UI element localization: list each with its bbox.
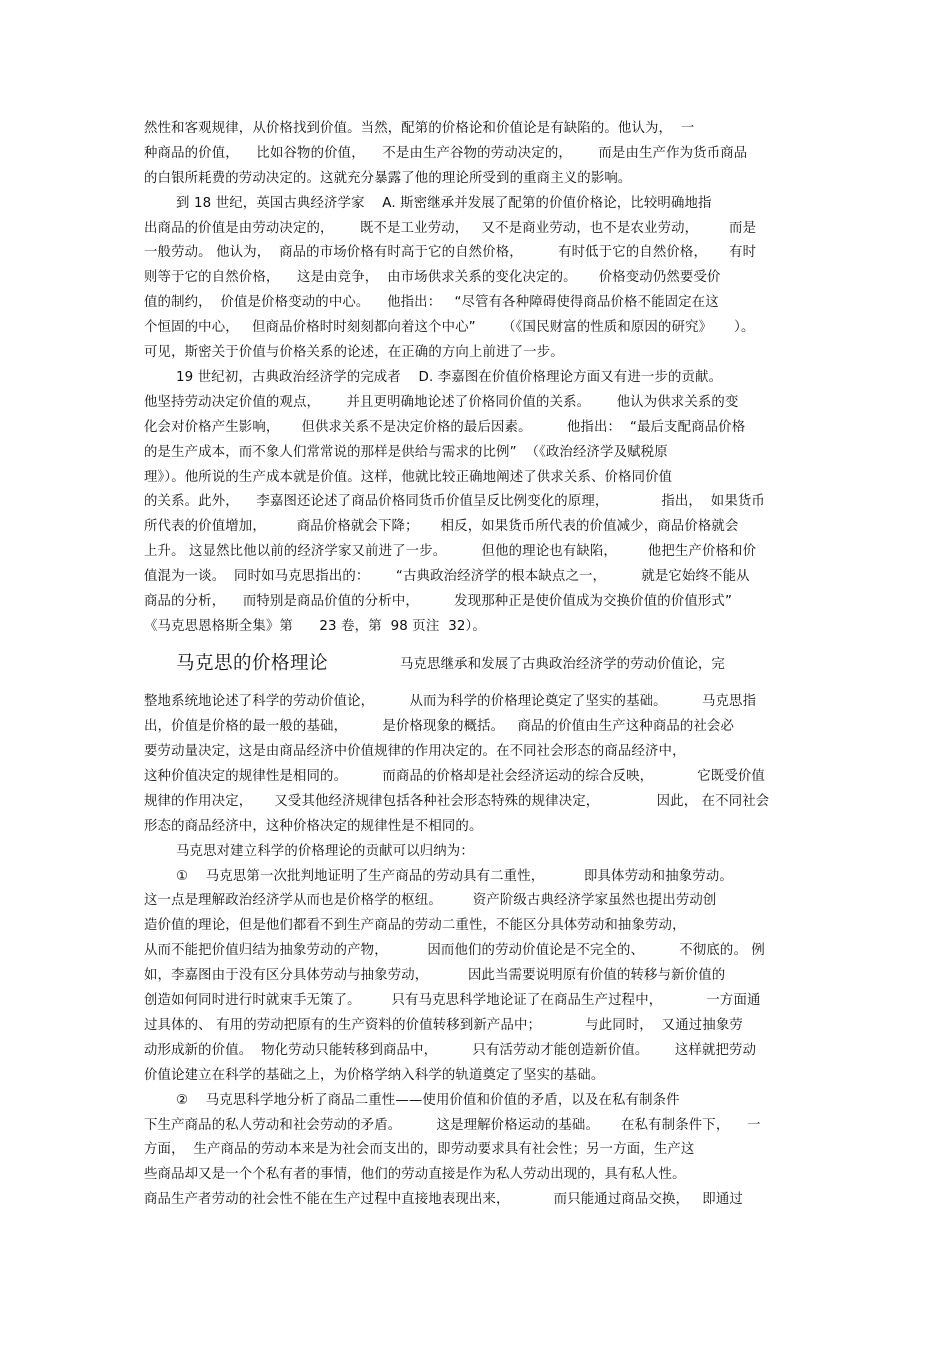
paragraph-line: 所代表的价值增加， 商品价格就会下降； 相反，如果货币所代表的价值减少，商品价格就会 — [144, 519, 739, 534]
list-item: ② 马克思科学地分析了商品二重性——使用价值和价值的矛盾，以及在私有制条件 — [176, 1093, 680, 1108]
paragraph-line: 的白银所耗费的劳动决定的。这就充分暴露了他的理论所受到的重商主义的影响。 — [144, 171, 632, 186]
paragraph-line: 则等于它的自然价格， 这是由竞争， 由市场供求关系的变化决定的。 价格变动仍然要受价 — [144, 270, 721, 285]
paragraph-line: 马克思继承和发展了古典政治经济学的劳动价值论，完 — [400, 657, 725, 672]
paragraph-line: 一般劳动。 他认为， 商品的市场价格有时高于它的自然价格， 有时低于它的自然价格， 有时 — [144, 245, 757, 260]
paragraph-line: 《马克思恩格斯全集》第 23 卷，第 98 页注 32）。 — [144, 619, 486, 634]
paragraph-line: 上升。 这显然比他以前的经济学家又前进了一步。 但他的理论也有缺陷， 他把生产价格和价 — [144, 544, 757, 559]
paragraph-line: 价值论建立在科学的基础之上，为价格学纳入科学的轨道奠定了坚实的基础。 — [144, 1068, 605, 1083]
paragraph-line: 出，价值是价格的最一般的基础， 是价格现象的概括。 商品的价值由生产这种商品的社会必 — [144, 719, 735, 734]
paragraph-line: 些商品却又是一个个私有者的事情，他们的劳动直接是作为私人劳动出现的，具有私人性。 — [144, 1167, 686, 1182]
paragraph-line: 形态的商品经济中，这种价格决定的规律性是不相同的。 — [144, 819, 483, 834]
paragraph-line: 如，李嘉图由于没有区分具体劳动与抽象劳动， 因此当需要说明原有价值的转移与新价值的 — [144, 968, 726, 983]
paragraph-line: 商品的分析， 而特别是商品价值的分析中， 发现那种正是使价值成为交换价值的价值形式” — [144, 594, 733, 609]
paragraph-line: 理》）。他所说的生产成本就是价值。这样，他就比较正确地阐述了供求关系、价格同价值 — [144, 470, 673, 485]
paragraph-line: 这种价值决定的规律性是相同的。 而商品的价格却是社会经济运动的综合反映， 它既受价值 — [144, 769, 765, 784]
paragraph-line: 造价值的理论，但是他们都看不到生产商品的劳动二重性，不能区分具体劳动和抽象劳动， — [144, 918, 686, 933]
paragraph-line: 要劳动量决定，这是由商品经济中价值规律的作用决定的。在不同社会形态的商品经济中， — [144, 744, 686, 759]
paragraph-line: 下生产商品的私人劳动和社会劳动的矛盾。 这是理解价格运动的基础。 在私有制条件下， 一 — [144, 1118, 761, 1133]
paragraph-line: 19 世纪初，古典政治经济学的完成者 D. 李嘉图在价值价格理论方面又有进一步的贡献。 — [176, 370, 723, 385]
paragraph-line: 种商品的价值， 比如谷物的价值， 不是由生产谷物的劳动决定的， 而是由生产作为货币商品 — [144, 146, 748, 161]
paragraph-line: 可见，斯密关于价值与价格关系的论述，在正确的方向上前进了一步。 — [144, 345, 564, 360]
paragraph-line: 这一点是理解政治经济学从而也是价格学的枢纽。 资产阶级古典经济学家虽然也提出劳动创 — [144, 893, 717, 908]
paragraph-line: 化会对价格产生影响， 但供求关系不是决定价格的最后因素。 他指出： “最后支配商品价格 — [144, 420, 746, 435]
paragraph-line: 方面， 生产商品的劳动本来是为社会而支出的，即劳动要求具有社会性；另一方面，生产这 — [144, 1142, 695, 1157]
paragraph-line: 动形成新的价值。 物化劳动只能转移到商品中， 只有活劳动才能创造新价值。 这样就把劳动 — [144, 1043, 757, 1058]
paragraph-line: 创造如何同时进行时就束手无策了。 只有马克思科学地论证了在商品生产过程中， 一方面通 — [144, 993, 761, 1008]
paragraph-line: 规律的作用决定， 又受其他经济规律包括各种社会形态特殊的规律决定， 因此， 在不同社会 — [144, 794, 770, 809]
paragraph-line: 值混为一谈。 同时如马克思指出的： “古典政治经济学的根本缺点之一， 就是它始终不能从 — [144, 569, 750, 584]
section-heading: 马克思的价格理论 — [176, 653, 329, 674]
paragraph-line: 的是生产成本，而不象人们常常说的那样是供给与需求的比例” （《政治经济学及赋税原 — [144, 445, 668, 460]
paragraph-line: 马克思对建立科学的价格理论的贡献可以归纳为： — [176, 844, 474, 859]
paragraph-line: 然性和客观规律，从价格找到价值。当然，配第的价格论和价值论是有缺陷的。他认为， 一 — [144, 121, 695, 136]
paragraph-line: 个恒固的中心， 但商品价格时时刻刻都向着这个中心” （《国民财富的性质和原因的研究》 ）。 — [144, 320, 755, 335]
paragraph-line: 整地系统地论述了科学的劳动价值论， 从而为科学的价格理论奠定了坚实的基础。 马克思指 — [144, 694, 757, 709]
paragraph-line: 值的制约， 价值是价格变动的中心。 他指出： “尽管有各种障碍使得商品价格不能固定在这 — [144, 295, 719, 310]
paragraph-line: 从而不能把价值归结为抽象劳动的产物， 因而他们的劳动价值论是不完全的、 不彻底的。 例 — [144, 943, 765, 958]
paragraph-line: 过具体的、 有用的劳动把原有的生产资料的价值转移到新产品中； 与此同时， 又通过抽象劳 — [144, 1018, 743, 1033]
paragraph-line: 的关系。此外， 李嘉图还论述了商品价格同货币价值呈反比例变化的原理， 指出， 如果货币 — [144, 494, 765, 509]
paragraph-line: 到 18 世纪，英国古典经济学家 A. 斯密继承并发展了配第的价值价格论，比较明确地指 — [176, 196, 712, 211]
list-item: ① 马克思第一次批判地证明了生产商品的劳动具有二重性， 即具体劳动和抽象劳动。 — [176, 869, 733, 884]
paragraph-line: 商品生产者劳动的社会性不能在生产过程中直接地表现出来， 而只能通过商品交换， 即通过 — [144, 1192, 743, 1207]
paragraph-line: 他坚持劳动决定价值的观点， 并且更明确地论述了价格同价值的关系。 他认为供求关系的变 — [144, 395, 739, 410]
paragraph-line: 出商品的价值是由劳动决定的， 既不是工业劳动， 又不是商业劳动，也不是农业劳动， 而是 — [144, 221, 757, 236]
